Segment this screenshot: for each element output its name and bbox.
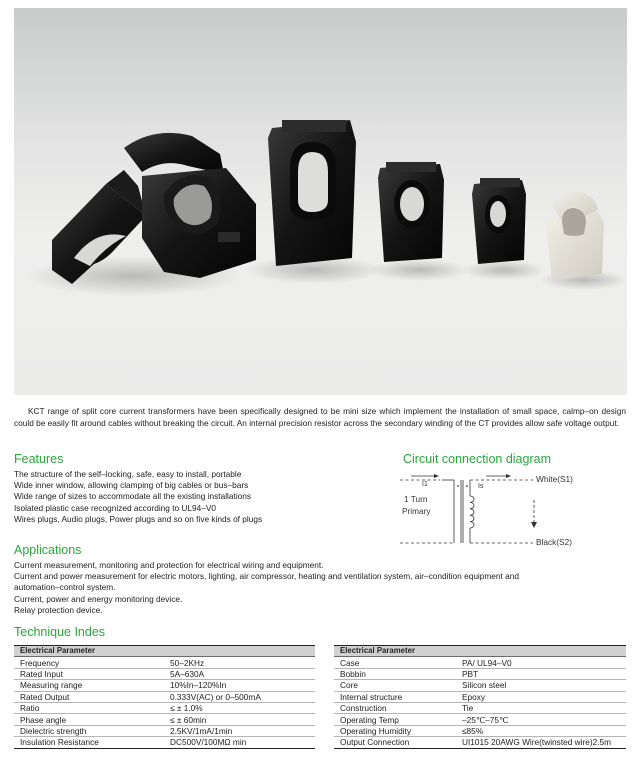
current-arrow-head [531,522,537,528]
current-transformers-illustration [14,8,627,395]
application-item: Current measurement, monitoring and protection for electrical wiring and equipment. [14,560,324,570]
ct-large [268,120,356,266]
param-value: UI1015 20AWG Wire(twinsted wire)2.5m [456,737,626,748]
circuit-heading: Circuit connection diagram [403,452,551,466]
is-arrow-head [506,474,511,478]
applications-heading: Applications [14,543,82,557]
param-value: 2.5KV/1mA/1min [164,725,315,736]
table-row [14,657,315,668]
param-name: Rated Output [14,691,164,702]
features-list [14,469,262,525]
is-label: Is [478,483,484,490]
param-name: Operating Temp [334,714,456,725]
table-row [334,737,626,748]
param-name: Phase angle [14,714,164,725]
application-item: Current, power and energy monitoring device. [14,593,183,604]
param-name: Rated Input [14,668,164,679]
table-header: Electrical Parameter [14,646,315,657]
table-row [334,668,626,679]
param-name: Measuring range [14,680,164,691]
circuit-diagram [398,466,628,556]
table-row [14,737,315,748]
application-item: Current and power measurement for electric motors, lighting, air compressor, heating and ventilation system, air–condition equipment and [14,571,519,582]
table-row [334,657,626,668]
param-value: –25℃–75℃ [456,714,626,725]
features-heading: Features [14,452,64,466]
table-row [14,680,315,691]
param-value: Tie [456,702,626,713]
table-row [14,668,315,679]
table-row [14,702,315,713]
secondary-coil [470,480,474,543]
electrical-parameter-table-right [334,645,626,749]
ct-medium [378,162,444,262]
param-name: Ratio [14,702,164,713]
param-value: 50–2KHz [164,657,315,668]
application-item: automation–control system. [14,582,116,593]
feature-item: Wide inner window, allowing clamping of big cables or bus–bars [14,480,249,491]
ct-white [546,192,604,280]
application-item: Relay protection device. [14,604,103,615]
product-photo [14,8,627,395]
param-value: Silicon steel [456,680,626,691]
table-row [14,714,315,725]
ct-small [472,178,526,264]
i1-arrow-head [434,474,439,478]
param-value: PA/ UL94–V0 [456,657,626,668]
table-row [334,714,626,725]
param-name: Bobbin [334,668,456,679]
param-name: Insulation Resistance [14,737,164,748]
param-value: 10%In–120%In [164,680,315,691]
param-value: PBT [456,668,626,679]
param-name: Case [334,657,456,668]
feature-item: Wide range of sizes to accommodate all the existing installations [14,491,252,502]
black-s2-label: Black(S2) [536,537,572,547]
param-value: 0.333V(AC) or 0–500mA [164,691,315,702]
primary-label-1: 1 Turn [404,494,428,504]
param-value: ≤85% [456,725,626,736]
i1-label: I1 [422,481,428,488]
table-header-row [14,646,315,657]
param-name: Frequency [14,657,164,668]
feature-item: The structure of the self–locking, safe, easy to install, portable [14,469,242,479]
intro-paragraph: KCT range of split core current transformers have been specifically designed to be mini size which implement the installation of small space, calmp–on design could be easily fit around cables without breaking the circuit. An internal precision resistor across the secondary winding of the CT provides allow safe voltage output. [14,406,626,428]
table-row [334,680,626,691]
feature-item: Isolated plastic case recognized according to UL94–V0 [14,502,217,513]
param-name: Output Connection [334,737,456,748]
param-value: ≤ ± 1.0% [164,702,315,713]
table-row [334,725,626,736]
polarity-dot-secondary [466,485,468,487]
param-value: DC500V/100MΩ min [164,737,315,748]
primary-label-2: Primary [402,506,431,516]
applications-list [14,560,519,616]
param-value: 5A–630A [164,668,315,679]
param-name: Core [334,680,456,691]
polarity-dot-primary [457,485,459,487]
white-s1-label: White(S1) [536,474,573,484]
electrical-parameter-table-left [14,645,315,749]
table-row [14,725,315,736]
param-name: Dielectric strength [14,725,164,736]
table-row [334,691,626,702]
table-header: Electrical Parameter [334,646,626,657]
param-name: Operating Humidity [334,725,456,736]
param-name: Construction [334,702,456,713]
technique-heading: Technique Indes [14,625,106,639]
table-row [14,691,315,702]
table-header-row [334,646,626,657]
param-name: Internal structure [334,691,456,702]
param-value: ≤ ± 60min [164,714,315,725]
param-value: Epoxy [456,691,626,702]
feature-item: Wires plugs, Audio plugs, Power plugs and so on five kinds of plugs [14,513,263,524]
table-row [334,702,626,713]
